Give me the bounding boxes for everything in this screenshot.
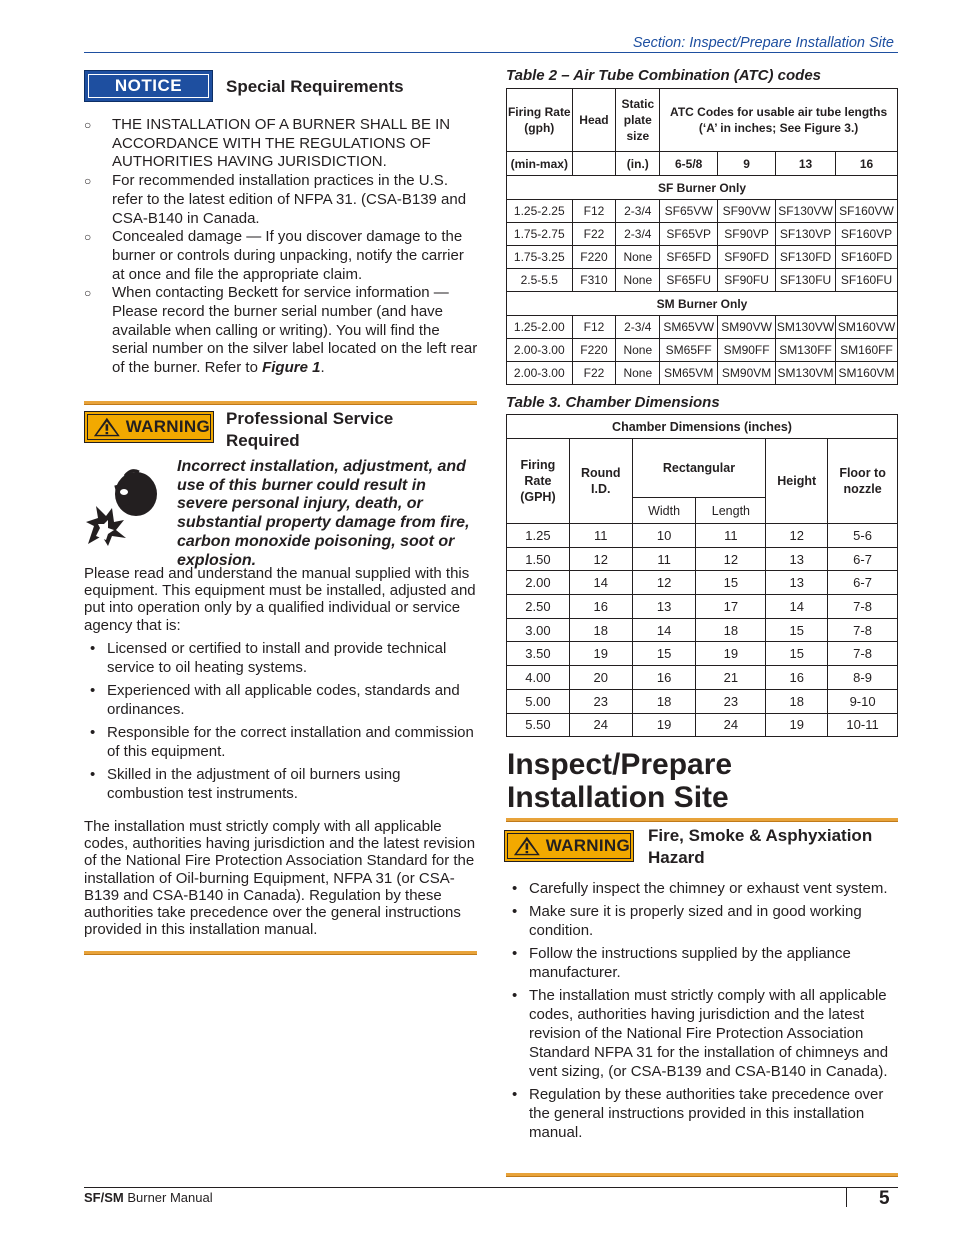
compliance-paragraph: The installation must strictly comply with all applicable codes, authorities having jurisdiction and the latest revision of the National Fire Protection Association Standard for the installation of Oil-burning Equipment, NFPA 31 (or CSA-B139 and CSA-B140 in Canada). Regulation by these authorities take precedence over the general instructions provided in this installation manual. <box>84 818 476 939</box>
column-subheader: 13 <box>776 152 836 176</box>
circle-bullet-icon: ○ <box>84 174 92 189</box>
table-row: 2.50 16 13 17 14 7-8 <box>507 595 898 619</box>
fire-hazard-list <box>506 880 898 1147</box>
table-row: 5.50 24 19 24 19 10-11 <box>507 713 898 737</box>
list-item: ○ For recommended installation practices in the U.S. refer to the latest edition of NFPA 31. (CSA-B139 and CSA-B140 in Canada. <box>84 172 467 227</box>
table-row: 1.75-2.75 F22 2-3/4 SF65VP SF90VP SF130VP SF160VP <box>507 223 898 246</box>
warning-badge-label: WARNING <box>125 417 210 436</box>
table-row: 1.75-3.25 F220 None SF65FD SF90FD SF130FD SF160FD <box>507 246 898 269</box>
section-rule <box>506 1173 898 1177</box>
page-title: Inspect/Prepare Installation Site <box>507 748 733 814</box>
warning-badge <box>84 411 214 443</box>
section-rule <box>84 951 477 955</box>
table-row: 2.00-3.00 F220 None SM65FF SM90FF SM130FF SM160FF <box>507 339 898 362</box>
section-rule <box>84 401 477 405</box>
column-header: Firing Rate (gph) <box>507 89 573 152</box>
list-item: ○ Concealed damage — If you discover damage to the burner or controls during unpacking, notify the carrier at once and file the appropriate claim. <box>84 228 464 283</box>
page-number: 5 <box>879 1188 890 1209</box>
table-row: 1.25-2.00 F12 2-3/4 SM65VW SM90VW SM130VW SM160VW <box>507 316 898 339</box>
footer-divider <box>846 1187 847 1207</box>
notice-badge-label: NOTICE <box>88 74 209 98</box>
list-item: ○ THE INSTALLATION OF A BURNER SHALL BE IN ACCORDANCE WITH THE REGULATIONS OF AUTHORITIES HAVING JURISDICTION. <box>84 116 451 171</box>
professional-service-heading: Professional Service Required <box>226 409 394 450</box>
hazard-statement: Incorrect installation, adjustment, and use of this burner could result in severe personal injury, death, or substantial property damage from fire, carbon monoxide poisoning, soot or explosion. <box>177 458 470 569</box>
column-subheader: (min-max) <box>507 152 573 176</box>
footer-manual-title: SF/SM Burner Manual <box>84 1190 213 1205</box>
circle-bullet-icon: ○ <box>84 118 92 132</box>
section-rule <box>506 818 898 822</box>
warning-badge-label: WARNING <box>545 836 630 855</box>
column-header: Firing Rate (GPH) <box>507 439 570 524</box>
section-label: Section: Inspect/Prepare Installation Site <box>632 35 894 51</box>
column-header: Rectangular <box>632 439 766 498</box>
fire-hazard-heading: Fire, Smoke & Asphyxiation Hazard <box>648 826 873 867</box>
circle-bullet-icon: ○ <box>84 230 92 245</box>
table-row: 2.5-5.5 F310 None SF65FU SF90FU SF130FU SF160FU <box>507 269 898 292</box>
list-item: • The installation must strictly comply with all applicable codes, authorities having jurisdiction and the latest revision of the National Fire Protection Association Standard NFPA 31 for the installation of chimneys and vent sizing, (or CSA-B139 and CSA-B140 in Canada). <box>506 987 898 1081</box>
list-item: • Make sure it is properly sized and in good working condition. <box>506 903 898 941</box>
column-subheader: Length <box>696 498 766 524</box>
table-row: 1.50 12 11 12 13 6-7 <box>507 547 898 571</box>
table-row: 3.50 19 15 19 15 7-8 <box>507 642 898 666</box>
table-row: 3.00 18 14 18 15 7-8 <box>507 618 898 642</box>
notice-badge <box>84 70 213 102</box>
qualification-list <box>84 640 477 808</box>
column-subheader: (in.) <box>616 152 660 176</box>
table2-caption: Table 2 – Air Tube Combination (ATC) codes <box>506 67 822 84</box>
list-item: • Skilled in the adjustment of oil burners using combustion test instruments. <box>84 766 477 804</box>
table-section-label: SM Burner Only <box>507 292 898 316</box>
column-header: Height <box>766 439 828 524</box>
list-item: ○ When contacting Beckett for service information — Please record the burner serial number (and have available when calling or writing). You will find the serial number on the silver label located on the left rear of the burner. Refer to Figure 1. <box>84 284 478 377</box>
column-header: Floor to nozzle <box>828 439 898 524</box>
circle-bullet-icon: ○ <box>84 286 92 301</box>
list-item: • Licensed or certified to install and provide technical service to oil heating systems. <box>84 640 477 678</box>
figure-reference: Figure 1 <box>262 359 321 377</box>
table-row: 2.00-3.00 F22 None SM65VM SM90VM SM130VM SM160VM <box>507 362 898 385</box>
column-header: Static plate size <box>616 89 660 152</box>
column-header: ATC Codes for usable air tube lengths (‘A’ in inches; See Figure 3.) <box>660 89 898 152</box>
column-subheader: 9 <box>718 152 776 176</box>
column-header: Head <box>572 89 616 152</box>
table-row: 1.25-2.25 F12 2-3/4 SF65VW SF90VW SF130VW SF160VW <box>507 200 898 223</box>
special-requirements-list <box>84 116 479 378</box>
column-subheader <box>572 152 616 176</box>
table-section-label: SF Burner Only <box>507 176 898 200</box>
table-row: 5.00 23 18 23 18 9-10 <box>507 689 898 713</box>
warning-triangle-icon <box>93 416 121 438</box>
qualification-intro: Please read and understand the manual supplied with this equipment. This equipment must be installed, adjusted and put into operation only by a qualified individual or service agency that is: <box>84 565 476 634</box>
warning-triangle-icon <box>513 835 541 857</box>
table-row: 4.00 20 16 21 16 8-9 <box>507 666 898 690</box>
header-rule <box>84 52 898 53</box>
column-subheader: Width <box>632 498 696 524</box>
table3-caption: Table 3. Chamber Dimensions <box>506 394 720 411</box>
explosion-hazard-icon <box>84 466 164 548</box>
column-header: Round I.D. <box>569 439 632 524</box>
list-item: • Follow the instructions supplied by the appliance manufacturer. <box>506 945 898 983</box>
column-subheader: 16 <box>836 152 898 176</box>
list-item: • Experienced with all applicable codes, standards and ordinances. <box>84 682 477 720</box>
table-row: 2.00 14 12 15 13 6-7 <box>507 571 898 595</box>
footer-rule <box>84 1187 898 1188</box>
warning-badge <box>504 830 634 862</box>
list-item: • Responsible for the correct installation and commission of this equipment. <box>84 724 477 762</box>
chamber-dimensions-table <box>506 414 898 737</box>
list-item: • Regulation by these authorities take precedence over the general instructions provided in this installation manual. <box>506 1086 898 1142</box>
table-title: Chamber Dimensions (inches) <box>507 415 898 439</box>
table-row: 1.25 11 10 11 12 5-6 <box>507 524 898 548</box>
special-requirements-heading: Special Requirements <box>226 77 404 96</box>
list-item: • Carefully inspect the chimney or exhaust vent system. <box>506 880 898 899</box>
column-subheader: 6-5/8 <box>660 152 718 176</box>
atc-codes-table <box>506 88 898 385</box>
